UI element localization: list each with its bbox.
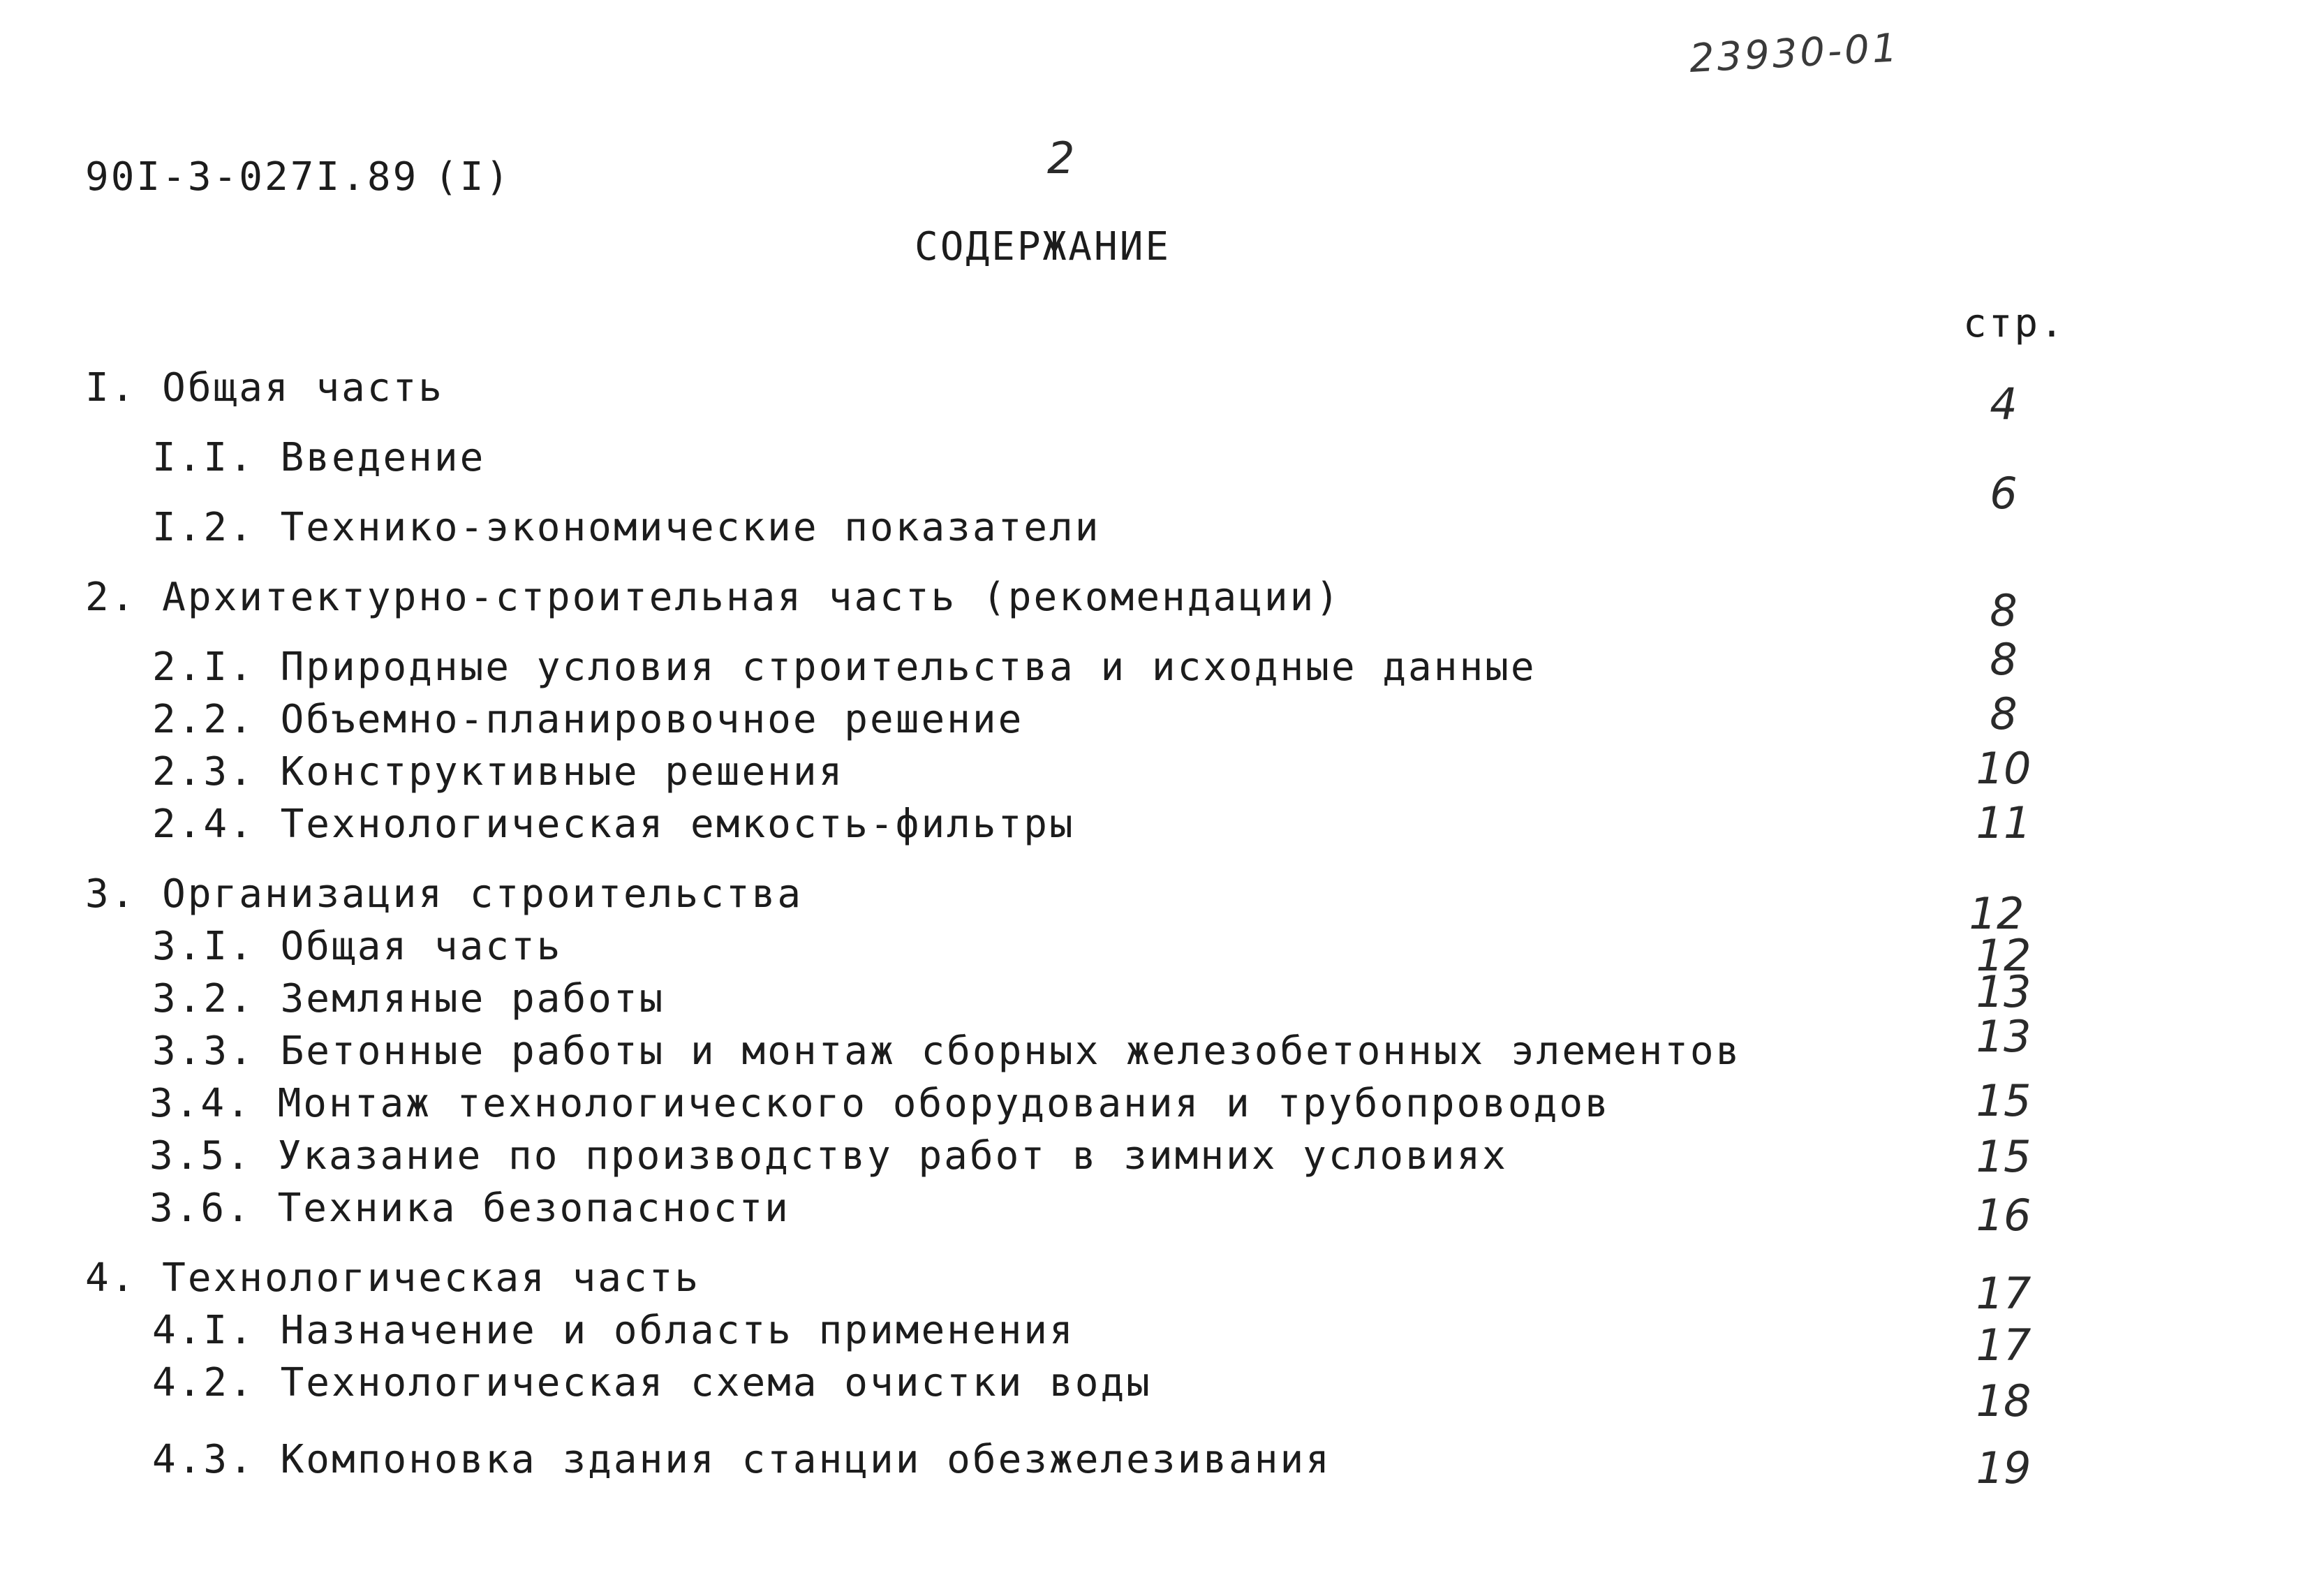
toc-item-title: Общая часть bbox=[162, 365, 445, 411]
toc-item-page: 8 bbox=[1990, 585, 2018, 636]
toc-item bbox=[152, 924, 563, 969]
toc-item bbox=[152, 749, 845, 795]
toc-item-page: 16 bbox=[1976, 1190, 2031, 1241]
toc-item-title: Архитектурно-строительная часть (рекомендации) bbox=[162, 575, 1342, 620]
toc-item-title: Бетонные работы и монтаж сборных железобетонных элементов bbox=[280, 1028, 1742, 1074]
toc-item-number: 3.6. bbox=[149, 1186, 252, 1231]
toc-item-number: 2.4. bbox=[152, 802, 255, 847]
toc-item-page: 19 bbox=[1976, 1442, 2031, 1493]
toc-item-title: Технологическая часть bbox=[162, 1255, 701, 1301]
toc-item bbox=[85, 871, 804, 917]
toc-item-page: 15 bbox=[1976, 1131, 2031, 1182]
toc-item bbox=[152, 435, 486, 480]
toc-item-number: 3.2. bbox=[152, 976, 255, 1021]
toc-item bbox=[152, 1028, 1742, 1074]
toc-item-number: I.2. bbox=[152, 505, 255, 550]
toc-item bbox=[152, 1360, 1152, 1405]
toc-item bbox=[149, 1081, 1611, 1126]
toc-item-page: 12 bbox=[1976, 930, 2031, 981]
toc-item bbox=[85, 365, 445, 411]
toc-item-number: 2.3. bbox=[152, 749, 255, 795]
toc-item-page: 10 bbox=[1976, 743, 2031, 794]
toc-item bbox=[152, 697, 1024, 742]
sheet-number: 2 bbox=[1047, 133, 1075, 184]
toc-item bbox=[152, 505, 1101, 550]
toc-item-title: Земляные работы bbox=[280, 976, 665, 1021]
toc-item-number: 3.I. bbox=[152, 924, 255, 969]
toc-item-number: I. bbox=[85, 365, 137, 411]
toc-item-number: 3.5. bbox=[149, 1133, 252, 1179]
toc-item-page: 17 bbox=[1976, 1320, 2031, 1371]
toc-item-page: 4 bbox=[1990, 378, 2018, 429]
toc-item-number: 4.3. bbox=[152, 1437, 255, 1482]
toc-item-number: 2.2. bbox=[152, 697, 255, 742]
toc-item-page: 17 bbox=[1976, 1268, 2031, 1319]
page-column-header: стр. bbox=[1963, 301, 2066, 346]
toc-item-number: 2.I. bbox=[152, 644, 255, 690]
toc-item-number: 3.3. bbox=[152, 1028, 255, 1074]
toc-item-title: Техника безопасности bbox=[277, 1186, 790, 1231]
toc-item-title: Назначение и область применения bbox=[280, 1308, 1075, 1353]
toc-item bbox=[149, 1186, 790, 1231]
toc-item-title: Организация строительства bbox=[162, 871, 804, 917]
toc-item bbox=[85, 1255, 701, 1301]
toc-item-number: 4.2. bbox=[152, 1360, 255, 1405]
toc-item-number: 3.4. bbox=[149, 1081, 252, 1126]
toc-item-title: Введение bbox=[280, 435, 486, 480]
toc-item-page: 15 bbox=[1976, 1075, 2031, 1126]
toc-item-number: 4. bbox=[85, 1255, 137, 1301]
toc-item-title: Конструктивные решения bbox=[280, 749, 845, 795]
toc-item-title: Объемно-планировочное решение bbox=[280, 697, 1024, 742]
page-title: СОДЕРЖАНИЕ bbox=[915, 224, 1171, 270]
toc-item-title: Указание по производству работ в зимних условиях bbox=[277, 1133, 1508, 1179]
toc-item-title: Компоновка здания станции обезжелезивания bbox=[280, 1437, 1331, 1482]
toc-item-page: 18 bbox=[1976, 1375, 2031, 1426]
toc-item-page: 11 bbox=[1976, 797, 2031, 848]
volume-label: (I) bbox=[434, 154, 512, 200]
toc-item bbox=[149, 1133, 1508, 1179]
toc-item-title: Технологическая схема очистки воды bbox=[280, 1360, 1152, 1405]
toc-item-title: Общая часть bbox=[280, 924, 563, 969]
toc-item-page: 13 bbox=[1976, 1011, 2031, 1062]
toc-item bbox=[152, 644, 1537, 690]
toc-item-page: 6 bbox=[1990, 468, 2018, 519]
toc-item-number: I.I. bbox=[152, 435, 255, 480]
toc-item-page: 8 bbox=[1990, 688, 2018, 739]
toc-item-number: 2. bbox=[85, 575, 137, 620]
document-code: 90I-3-027I.89 bbox=[85, 154, 419, 200]
toc-item-page: 12 bbox=[1969, 888, 2025, 939]
toc-item-page: 13 bbox=[1976, 966, 2031, 1017]
toc-item-number: 3. bbox=[85, 871, 137, 917]
toc-item bbox=[85, 575, 1342, 620]
toc-item-title: Технологическая емкость-фильтры bbox=[280, 802, 1075, 847]
toc-item-title: Природные условия строительства и исходные данные bbox=[280, 644, 1537, 690]
archive-number: 23930-01 bbox=[1688, 25, 1901, 82]
toc-item-title: Технико-экономические показатели bbox=[280, 505, 1101, 550]
toc-item bbox=[152, 1437, 1331, 1482]
toc-item-number: 4.I. bbox=[152, 1308, 255, 1353]
toc-item bbox=[152, 1308, 1075, 1353]
toc-item bbox=[152, 976, 665, 1021]
toc-item bbox=[152, 802, 1075, 847]
toc-item-title: Монтаж технологического оборудования и трубопроводов bbox=[277, 1081, 1611, 1126]
toc-item-page: 8 bbox=[1990, 634, 2018, 685]
